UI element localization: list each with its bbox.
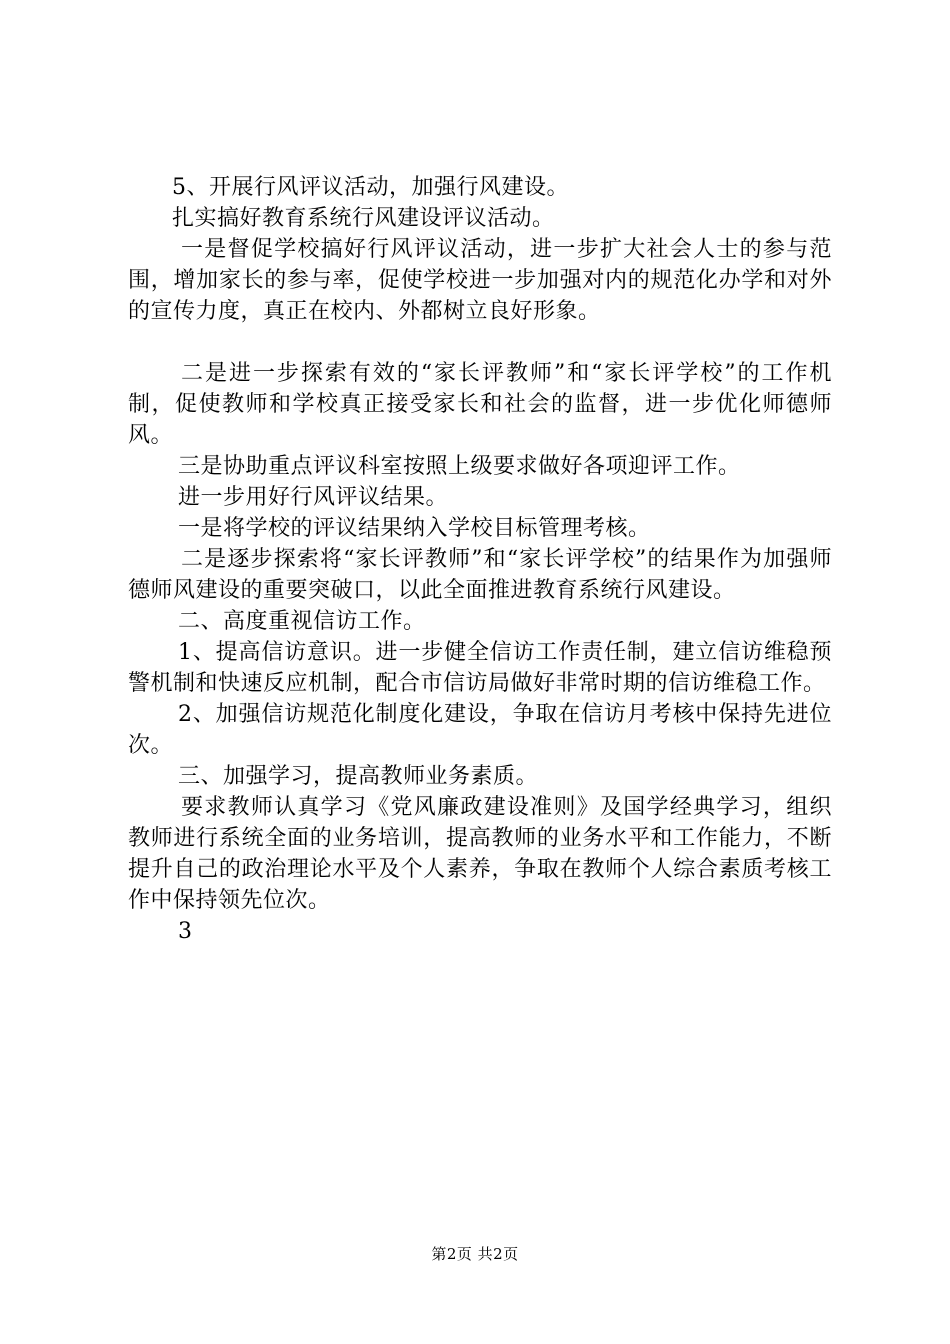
page-footer: 第2页 共2页 — [431, 1245, 519, 1263]
paragraph-section-5-heading: 5、开展行风评议活动，加强行风建设。 — [172, 175, 569, 200]
paragraph-breakthrough: 二是逐步探索将“家长评教师”和“家长评学校”的结果作为加强师德师风建设的重要突破口，以此全面推进教育系统行风建设。 — [128, 547, 832, 603]
paragraph-petition-awareness: 1、提高信访意识。进一步健全信访工作责任制，建立信访维稳预警机制和快速反应机制，配合市信访局做好非常时期的信访维稳工作。 — [128, 640, 832, 696]
paragraph-teacher-study: 要求教师认真学习《党风廉政建设准则》及国学经典学习，组织教师进行系统全面的业务培训，提高教师的业务水平和工作能力，不断提升自己的政治理论水平及个人素养，争取在教师个人综合素质考核工作中保持领先位次。 — [128, 795, 832, 913]
paragraph-petition-standardization: 2、加强信访规范化制度化建设，争取在信访月考核中保持先进位次。 — [128, 702, 832, 758]
paragraph-section-three-heading: 三、加强学习，提高教师业务素质。 — [178, 764, 539, 789]
paragraph-explore-mechanism: 二是进一步探索有效的“家长评教师”和“家长评学校”的工作机制，促使教师和学校真正接受家长和社会的监督，进一步优化师德师风。 — [128, 361, 832, 448]
paragraph-section-two-heading: 二、高度重视信访工作。 — [178, 609, 426, 634]
paragraph-number-3: 3 — [178, 919, 193, 944]
paragraph-gap — [128, 327, 832, 358]
document-body — [128, 172, 832, 947]
paragraph-supervise-schools: 一是督促学校搞好行风评议活动，进一步扩大社会人士的参与范围，增加家长的参与率，促使学校进一步加强对内的规范化办学和对外的宣传力度，真正在校内、外都树立良好形象。 — [128, 237, 832, 324]
paragraph-assist-evaluation: 三是协助重点评议科室按照上级要求做好各项迎评工作。 — [178, 454, 741, 479]
paragraph-include-results: 一是将学校的评议结果纳入学校目标管理考核。 — [178, 516, 651, 541]
paragraph-use-results: 进一步用好行风评议结果。 — [178, 485, 449, 510]
paragraph-evaluation-activity: 扎实搞好教育系统行风建设评议活动。 — [172, 206, 555, 231]
